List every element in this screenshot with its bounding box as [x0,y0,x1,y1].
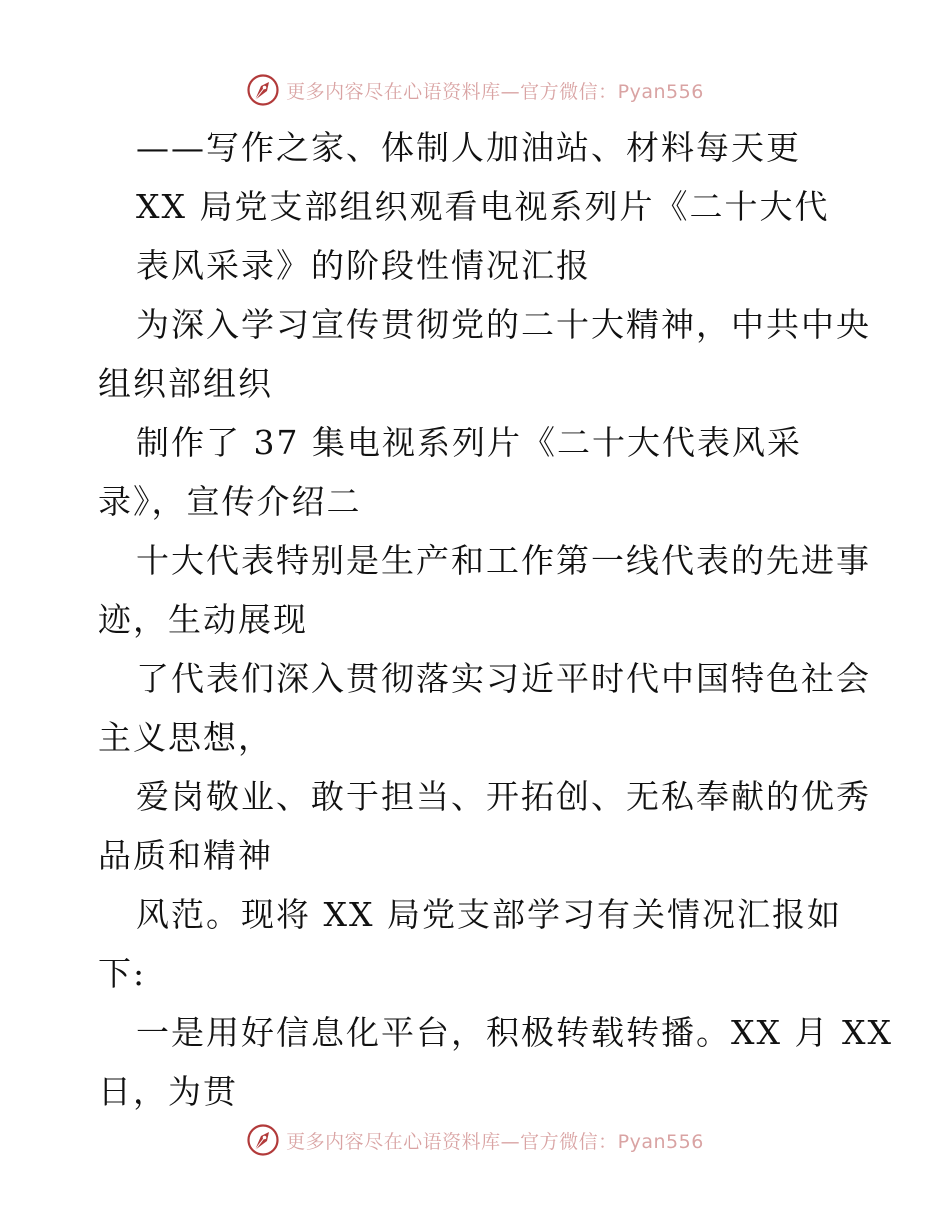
paragraph-line: 下: [98,954,147,993]
paragraph-line: 迹，生动展现 [98,600,308,639]
paragraph-line: 了代表们深入贯彻落实习近平时代中国特色社会 [136,659,871,698]
paragraph-line: 一是用好信息化平台，积极转载转播。XX 月 XX [136,1013,893,1052]
paragraph-line: 风范。现将 XX 局党支部学习有关情况汇报如 [136,895,842,934]
banner-text: 更多内容尽在心语资料库—官方微信：Pyan556 [286,80,704,103]
paragraph-line: 爱岗敬业、敢于担当、开拓创、无私奉献的优秀 [136,777,871,816]
title-line-2: 表风采录》的阶段性情况汇报 [136,246,591,285]
fountain-pen-nib-icon [246,1123,280,1157]
paragraph-line: 十大代表特别是生产和工作第一线代表的先进事 [136,541,871,580]
footer-banner [0,1120,950,1160]
title-line-1: XX 局党支部组织观看电视系列片《二十大代 [136,187,830,226]
paragraph-line: 日，为贯 [98,1072,238,1111]
paragraph-line: 组织部组织 [98,364,273,403]
paragraph-line: 为深入学习宣传贯彻党的二十大精神，中共中央 [136,305,871,344]
paragraph-line: 主义思想， [98,718,273,757]
paragraph-line: 制作了 37 集电视系列片《二十大代表风采 [136,423,802,462]
paragraph-line: 录》，宣传介绍二 [98,482,362,521]
banner-text: 更多内容尽在心语资料库—官方微信：Pyan556 [286,1130,704,1153]
subtitle-line: ——写作之家、体制人加油站、材料每天更 [136,128,801,167]
paragraph-line: 品质和精神 [98,836,273,875]
